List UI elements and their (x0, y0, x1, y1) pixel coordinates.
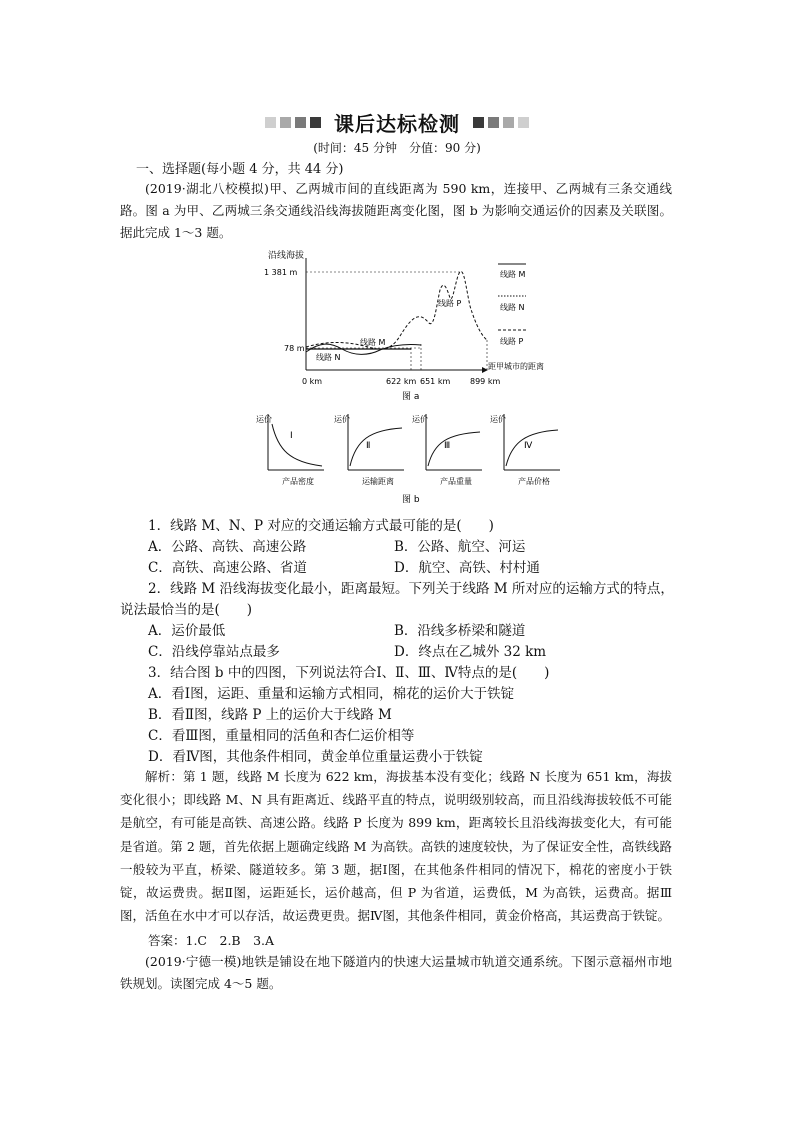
fig-a-xtick-899: 899 km (470, 377, 501, 386)
panel-i-curve (272, 424, 322, 466)
panel-iv-ylabel: 运价 (490, 415, 506, 424)
decor-square (310, 117, 321, 128)
panel-iv-xlabel: 产品价格 (518, 477, 550, 486)
fig-a-xtick-622: 622 km (386, 377, 417, 386)
q3-option-a: A．看Ⅰ图，运距、重量和运输方式相同，棉花的运价大于铁锭 (148, 686, 515, 702)
answer-line: 答案：1.C 2.B 3.A (148, 933, 275, 948)
analysis-paragraph: 解析：第 1 题，线路 M 长度为 622 km，海拔基本没有变化；线路 N 长度为 651 km，海拔变化很小；即线路 M、N 具有距离近、线路平直的特点，说明级别较高，而且沿线海拔较低不可能是航空，有可能是高铁、高速公路。线路 P 长度为 899 km，距离较长且沿线海拔变化大，有可能是省道。第 2 题，首先依据上题确定线路 M 为高铁。高铁的速度较快，为了保证安全性，高铁线路一般较为平直，桥梁、隧道较多。第 3 题，据Ⅰ图，在其他条件相同的情况下，棉花的密度小于铁锭，故运费贵。据Ⅱ图，运距延长，运价越高，但 P 为省道，运费低，M 为高铁，运费高。据Ⅲ图，活鱼在水中才可以存活，故运费更贵。据Ⅳ图，其他条件相同，黄金价格高，其运费高于铁锭。 (120, 769, 672, 924)
fig-a-ytick-top: 1 381 m (264, 268, 298, 277)
legend-n-label: 线路 N (500, 303, 525, 312)
fig-a-ytick-low: 78 m (284, 344, 305, 353)
fig-a-ylabel: 沿线海拔 (268, 251, 305, 261)
figure-a-elevation-profile (250, 248, 580, 403)
section-heading: 一、选择题(每小题 4 分，共 44 分) (136, 162, 344, 177)
line-p-profile (306, 271, 487, 349)
fig-a-xtick-0: 0 km (302, 377, 323, 386)
q3-option-d: D．看Ⅳ图，其他条件相同，黄金单位重量运费小于铁锭 (148, 749, 483, 765)
legend-m-label: 线路 M (500, 270, 526, 279)
fig-a-xlabel: 距甲城市的距离 (488, 362, 544, 371)
fig-a-label-n: 线路 N (316, 353, 341, 362)
panel-iv (490, 414, 560, 486)
fig-a-label-m: 线路 M (360, 338, 386, 347)
decor-square (518, 117, 529, 128)
panel-i (256, 414, 324, 486)
q2-option-d: D．终点在乙城外 32 km (394, 644, 547, 660)
fig-a-xtick-651: 651 km (420, 377, 451, 386)
panel-ii (334, 414, 404, 486)
q2-option-b: B．沿线多桥梁和隧道 (394, 623, 526, 639)
q1-option-c: C．高铁、高速公路、省道 (148, 560, 307, 576)
panel-ii-xlabel: 运输距离 (362, 477, 394, 486)
decor-square (265, 117, 276, 128)
legend-p-label: 线路 P (500, 337, 524, 346)
q2-stem-line2: 说法最恰当的是( ) (120, 602, 253, 618)
panel-i-roman: Ⅰ (290, 431, 293, 441)
panel-ii-roman: Ⅱ (366, 441, 371, 451)
q2-option-a: A．运价最低 (148, 623, 226, 639)
q2-stem-line1: 2．线路 M 沿线海拔变化最小，距离最短。下列关于线路 M 所对应的运输方式的特点， (148, 581, 674, 597)
q1-stem: 1．线路 M、N、P 对应的交通运输方式最可能的是( ) (148, 518, 494, 534)
fig-a-label-p: 线路 P (438, 299, 462, 308)
q1-option-a: A．公路、高铁、高速公路 (148, 539, 307, 555)
panel-ii-curve (350, 428, 402, 466)
panel-iii-ylabel: 运价 (412, 415, 428, 424)
intro-paragraph-2: (2019·宁德一模)地铁是铺设在地下隧道内的快速大运量城市轨道交通系统。下图示意福州市地铁规划。读图完成 4～5 题。 (120, 954, 672, 991)
q3-option-c: C．看Ⅲ图，重量相同的活鱼和杏仁运价相等 (148, 728, 415, 744)
panel-iii (412, 414, 482, 486)
panel-iv-roman: Ⅳ (524, 441, 533, 451)
panel-iii-xlabel: 产品重量 (440, 477, 472, 486)
panel-i-xlabel: 产品密度 (282, 477, 314, 486)
panel-i-ylabel: 运价 (256, 415, 272, 424)
decor-square (295, 117, 306, 128)
q2-option-c: C．沿线停靠站点最多 (148, 644, 280, 660)
decor-square (503, 117, 514, 128)
time-score-info: (时间：45 分钟 分值：90 分) (313, 141, 481, 155)
page-header (0, 108, 794, 137)
decor-square (473, 117, 484, 128)
decor-square (488, 117, 499, 128)
q3-stem: 3．结合图 b 中的四图，下列说法符合Ⅰ、Ⅱ、Ⅲ、Ⅳ特点的是( ) (148, 665, 550, 681)
q3-option-b: B．看Ⅱ图，线路 P 上的运价大于线路 M (148, 707, 392, 723)
panel-iii-curve (428, 432, 480, 466)
fig-a-caption: 图 a (402, 392, 420, 402)
decor-square (280, 117, 291, 128)
panel-ii-ylabel: 运价 (334, 415, 350, 424)
panel-iii-roman: Ⅲ (444, 441, 451, 451)
q1-option-b: B．公路、航空、河运 (394, 539, 526, 555)
figure-b-freight-factors (250, 410, 580, 508)
fig-b-caption: 图 b (402, 495, 420, 505)
page-title: 课后达标检测 (334, 112, 460, 136)
intro-paragraph-1: (2019·湖北八校模拟)甲、乙两城市间的直线距离为 590 km，连接甲、乙两城有三条交通线路。图 a 为甲、乙两城三条交通线沿线海拔随距离变化图，图 b 为影响交通运价的因素及关联图。据此完成 1～3 题。 (120, 181, 672, 240)
q1-option-d: D．航空、高铁、村村通 (394, 560, 540, 576)
